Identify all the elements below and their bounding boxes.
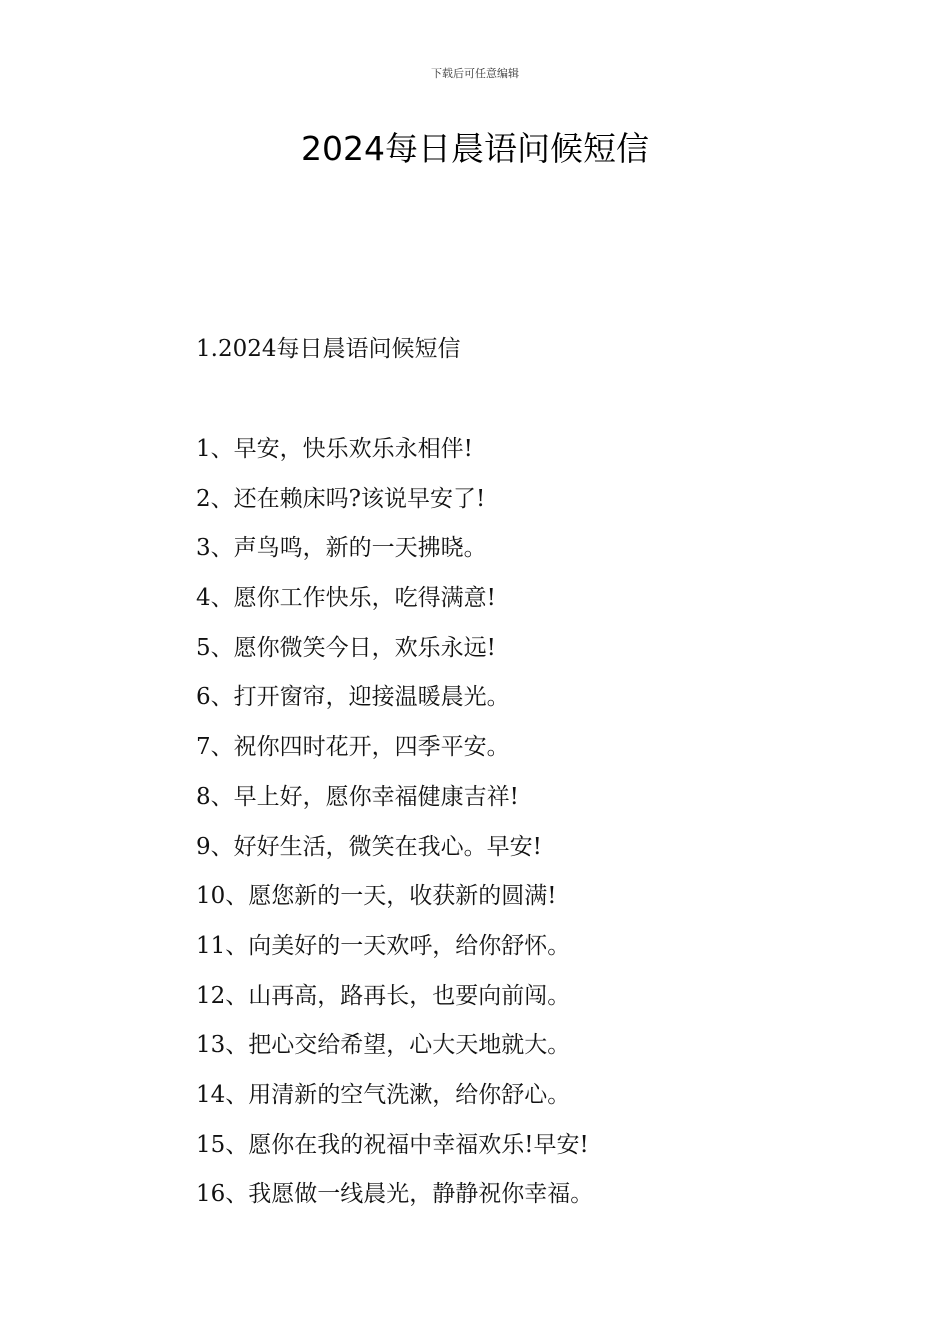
- list-item: 4、愿你工作快乐，吃得满意!: [196, 585, 496, 612]
- header-note: 下载后可任意编辑: [431, 67, 519, 80]
- list-item: 5、愿你微笑今日，欢乐永远!: [196, 634, 496, 661]
- list-item: 9、好好生活，微笑在我心。早安!: [196, 833, 542, 860]
- list-item: 7、祝你四时花开，四季平安。: [196, 734, 510, 761]
- list-item: 15、愿你在我的祝福中幸福欢乐!早安!: [196, 1131, 589, 1158]
- list-item: 8、早上好，愿你幸福健康吉祥!: [196, 783, 519, 810]
- list-item: 10、愿您新的一天，收获新的圆满!: [196, 883, 557, 910]
- list-item: 16、我愿做一线晨光，静静祝你幸福。: [196, 1181, 594, 1208]
- list-item: 6、打开窗帘，迎接温暖晨光。: [196, 684, 510, 711]
- list-item: 3、声鸟鸣，新的一天拂晓。: [196, 535, 487, 562]
- list-item: 12、山再高，路再长，也要向前闯。: [196, 982, 571, 1009]
- list-item: 14、用清新的空气洗漱，给你舒心。: [196, 1081, 571, 1108]
- list-item: 2、还在赖床吗?该说早安了!: [196, 485, 486, 512]
- list-item: 1、早安，快乐欢乐永相伴!: [196, 436, 473, 462]
- document-title: 2024每日晨语问候短信: [301, 129, 649, 168]
- list-item: 13、把心交给希望，心大天地就大。: [196, 1032, 571, 1059]
- section-heading: 1.2024每日晨语问候短信: [196, 336, 461, 362]
- greetings-list: [196, 432, 593, 1227]
- list-item: 11、向美好的一天欢呼，给你舒怀。: [196, 932, 571, 959]
